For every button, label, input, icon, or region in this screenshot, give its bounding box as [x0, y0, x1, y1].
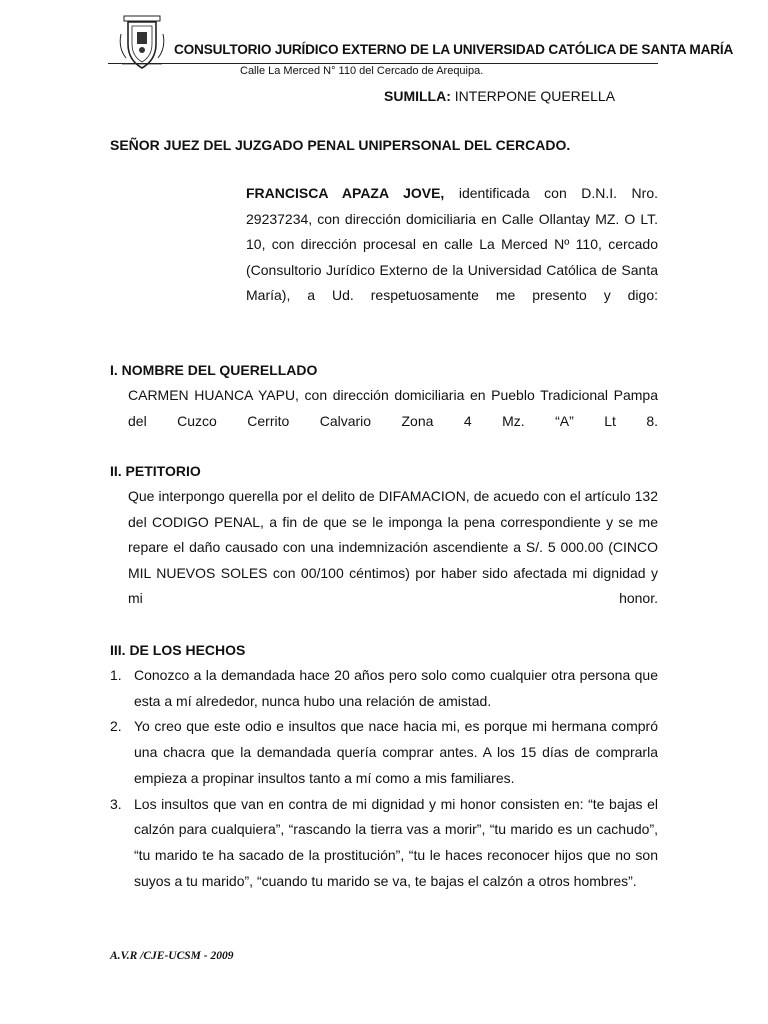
list-item [110, 792, 658, 895]
header-divider [108, 63, 658, 64]
header-title: CONSULTORIO JURÍDICO EXTERNO DE LA UNIVERSIDAD CATÓLICA DE SANTA MARÍA [174, 42, 734, 58]
section-heading-petitorio: II. PETITORIO [110, 463, 201, 479]
list-item-text: Yo creo que este odio e insultos que nace hacia mi, es porque mi hermana compró una chacra que la demandada quería comprar antes. A los 15 días de comprarla empieza a propinar insultos tanto a mí como a mis familiares. [134, 718, 658, 786]
sumilla-text: INTERPONE QUERELLA [450, 88, 616, 104]
list-item [110, 714, 658, 791]
facts-list [110, 663, 658, 894]
section-heading-querellado: I. NOMBRE DEL QUERELLADO [110, 362, 318, 378]
section-text-querellado: CARMEN HUANCA YAPU, con dirección domiciliaria en Pueblo Tradicional Pampa del Cuzco Cerrito Calvario Zona 4 Mz. “A” Lt 8. [128, 387, 658, 429]
list-item-number: 3. [110, 795, 122, 812]
list-item [110, 663, 658, 714]
section-heading-hechos: III. DE LOS HECHOS [110, 642, 246, 658]
list-item-number: 1. [110, 667, 122, 683]
header-address: Calle La Merced N° 110 del Cercado de Arequipa. [240, 65, 484, 77]
list-item-number: 2. [110, 718, 122, 735]
sumilla-label: SUMILLA: [384, 88, 451, 104]
intro-text: identificada con D.N.I. Nro. 29237234, con dirección domiciliaria en Calle Ollantay MZ. O LT. 10, con dirección procesal en calle La Merced Nº 110, cercado (Consultorio Jurídico Externo de la Universidad Católica de Santa María), a Ud. respetuosamente me presento y digo: [246, 185, 658, 303]
sumilla [384, 88, 615, 104]
plaintiff-name: FRANCISCA APAZA JOVE, [246, 185, 445, 201]
addressee: SEÑOR JUEZ DEL JUZGADO PENAL UNIPERSONAL DEL CERCADO. [110, 137, 571, 153]
list-item-text: Conozco a la demandada hace 20 años pero solo como cualquier otra persona que esta a mí alrededor, nunca hubo una relación de amistad. [134, 667, 658, 709]
intro-paragraph [246, 181, 658, 334]
list-item-text: Los insultos que van en contra de mi dignidad y mi honor consisten en: “te bajas el calzón para cualquiera”, “rascando la tierra vas a morir”, “tu marido es un cachudo”, “tu marido te ha sacado de la prostitución”, “tu le haces reconocer hijos que no son suyos a tu marido”, “cuando tu marido se va, te bajas el calzón a otros hombres”. [134, 795, 658, 889]
section-text-petitorio: Que interpongo querella por el delito de DIFAMACION, de acuedo con el artículo 132 del CODIGO PENAL, a fin de que se le imponga la pena correspondiente y se me repare el daño causado con una indemnización ascendiente a S/. 5 000.00 (CINCO MIL NUEVOS SOLES con 00/100 céntimos) por haber sido afectada mi dignidad y mi honor. [128, 488, 658, 606]
footer-reference: A.V.R /CJE-UCSM - 2009 [110, 950, 234, 962]
